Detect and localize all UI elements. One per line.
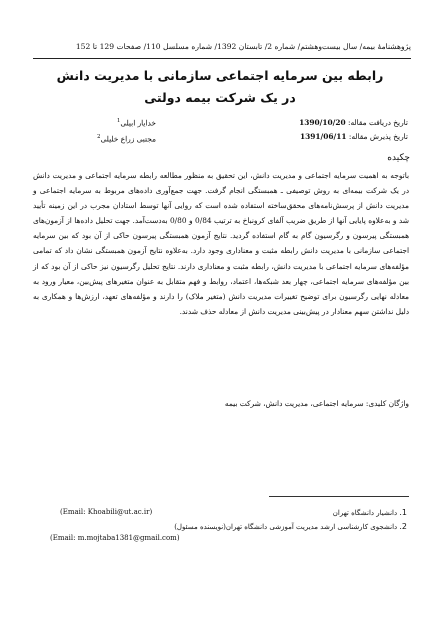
author-name: خدایار ابیلی (120, 118, 156, 128)
author-affiliation-mark: 1 (116, 118, 121, 124)
footnote-divider (269, 496, 409, 497)
author (36, 114, 156, 130)
footnote-text: دانشیار دانشگاه تهران (332, 509, 398, 517)
journal-header: پژوهشنامهٔ بیمه/ سال بیست‌وهشتم/ شماره 2/ تابستان 1392/ شماره مسلسل 110/ صفحات 129 تا 152 (75, 42, 411, 51)
author-list (36, 114, 156, 147)
footnote-number: 1. (399, 508, 407, 517)
keywords-label: واژگان کلیدی: (365, 399, 409, 408)
accepted-date-value: 1391/06/11 (299, 132, 347, 141)
footnote-2 (174, 521, 407, 533)
received-date-value: 1390/10/20 (299, 118, 346, 127)
keywords (33, 397, 409, 411)
footnote-text: دانشجوی کارشناسی ارشد مدیریت آموزشی دانشگاه تهران(نویسنده مسئول) (174, 523, 398, 531)
abstract-text: باتوجه به اهمیت سرمایه اجتماعی و مدیریت دانش، این تحقیق به منظور مطالعه رابطه سرمایه اجتماعی و مدیریت دانش در یک شرکت بیمه‌ای به روش توصیفی ـ همبستگی انجام گرفت. جهت جمع‌آوری داده‌های مربوط به سرمایه اجتماعی و مدیریت دانش از پرسش‌نامه‌های محقق‌ساخته استفاده شده است که روایی آنها توسط استادان مجرب در این زمینه تأیید شد و به‌علاوه پایایی آنها از طریق ضریب آلفای کرونباخ به ترتیب 0/84 و 0/80 به‌دست‌آمد. جهت تحلیل داده‌ها از آزمون‌های همبستگی پیرسون و رگرسیون گام به گام استفاده گردید. نتایج آزمون همبستگی پیرسون حاکی از آن بود که بین سرمایه اجتماعی سازمانی با مدیریت دانش رابطه مثبت و معناداری وجود دارد. به‌علاوه نتایج آزمون همبستگی نشان داد که تمامی مؤلفه‌های سرمایه اجتماعی با مدیریت دانش، رابطه مثبت و معناداری دارند. نتایج تحلیل رگرسیون نیز حاکی از آن بود که از بین مؤلفه‌های سرمایه اجتماعی، چهار بعد شبکه‌ها، اعتماد، روابط و فهم متقابل به عنوان متغیرهای پیش‌بین، معیار ورود به معادله نهایی رگرسیون برای توضیح تغییرات مدیریت دانش (متغیر ملاک) را دارند و مؤلفه‌های تعهد، ارزش‌ها و همکاری به دلیل نداشتن سهم معنادار در پیش‌بینی مدیریت دانش از معادله حذف شدند. (33, 171, 409, 316)
author (36, 130, 156, 146)
received-date-label: تاریخ دریافت مقاله: (347, 118, 408, 127)
accepted-date-label: تاریخ پذیرش مقاله: (348, 132, 408, 141)
footnote-number: 2. (399, 522, 407, 531)
footnote-1 (333, 507, 407, 519)
keywords-text: سرمایه اجتماعی، مدیریت دانش، شرکت بیمه (224, 399, 364, 408)
footnote-2-email: (Email: m.mojtaba1381@gmail.com) (50, 534, 180, 542)
abstract-body (33, 168, 409, 319)
paper-title-line-1: رابطه بین سرمایه اجتماعی سازمانی با مدیریت دانش (56, 68, 384, 83)
author-affiliation-mark: 2 (96, 134, 101, 141)
author-name: مجتبی زراع خلیلی (100, 134, 156, 144)
received-date (299, 117, 408, 129)
abstract-heading: چکیده (387, 153, 410, 163)
paper-title-line-2: در یک شرکت بیمه دولتی (144, 90, 296, 105)
accepted-date (300, 131, 408, 143)
header-divider (33, 58, 411, 59)
footnote-1-email: (Email: Khoabili@ut.ac.ir) (60, 508, 153, 516)
